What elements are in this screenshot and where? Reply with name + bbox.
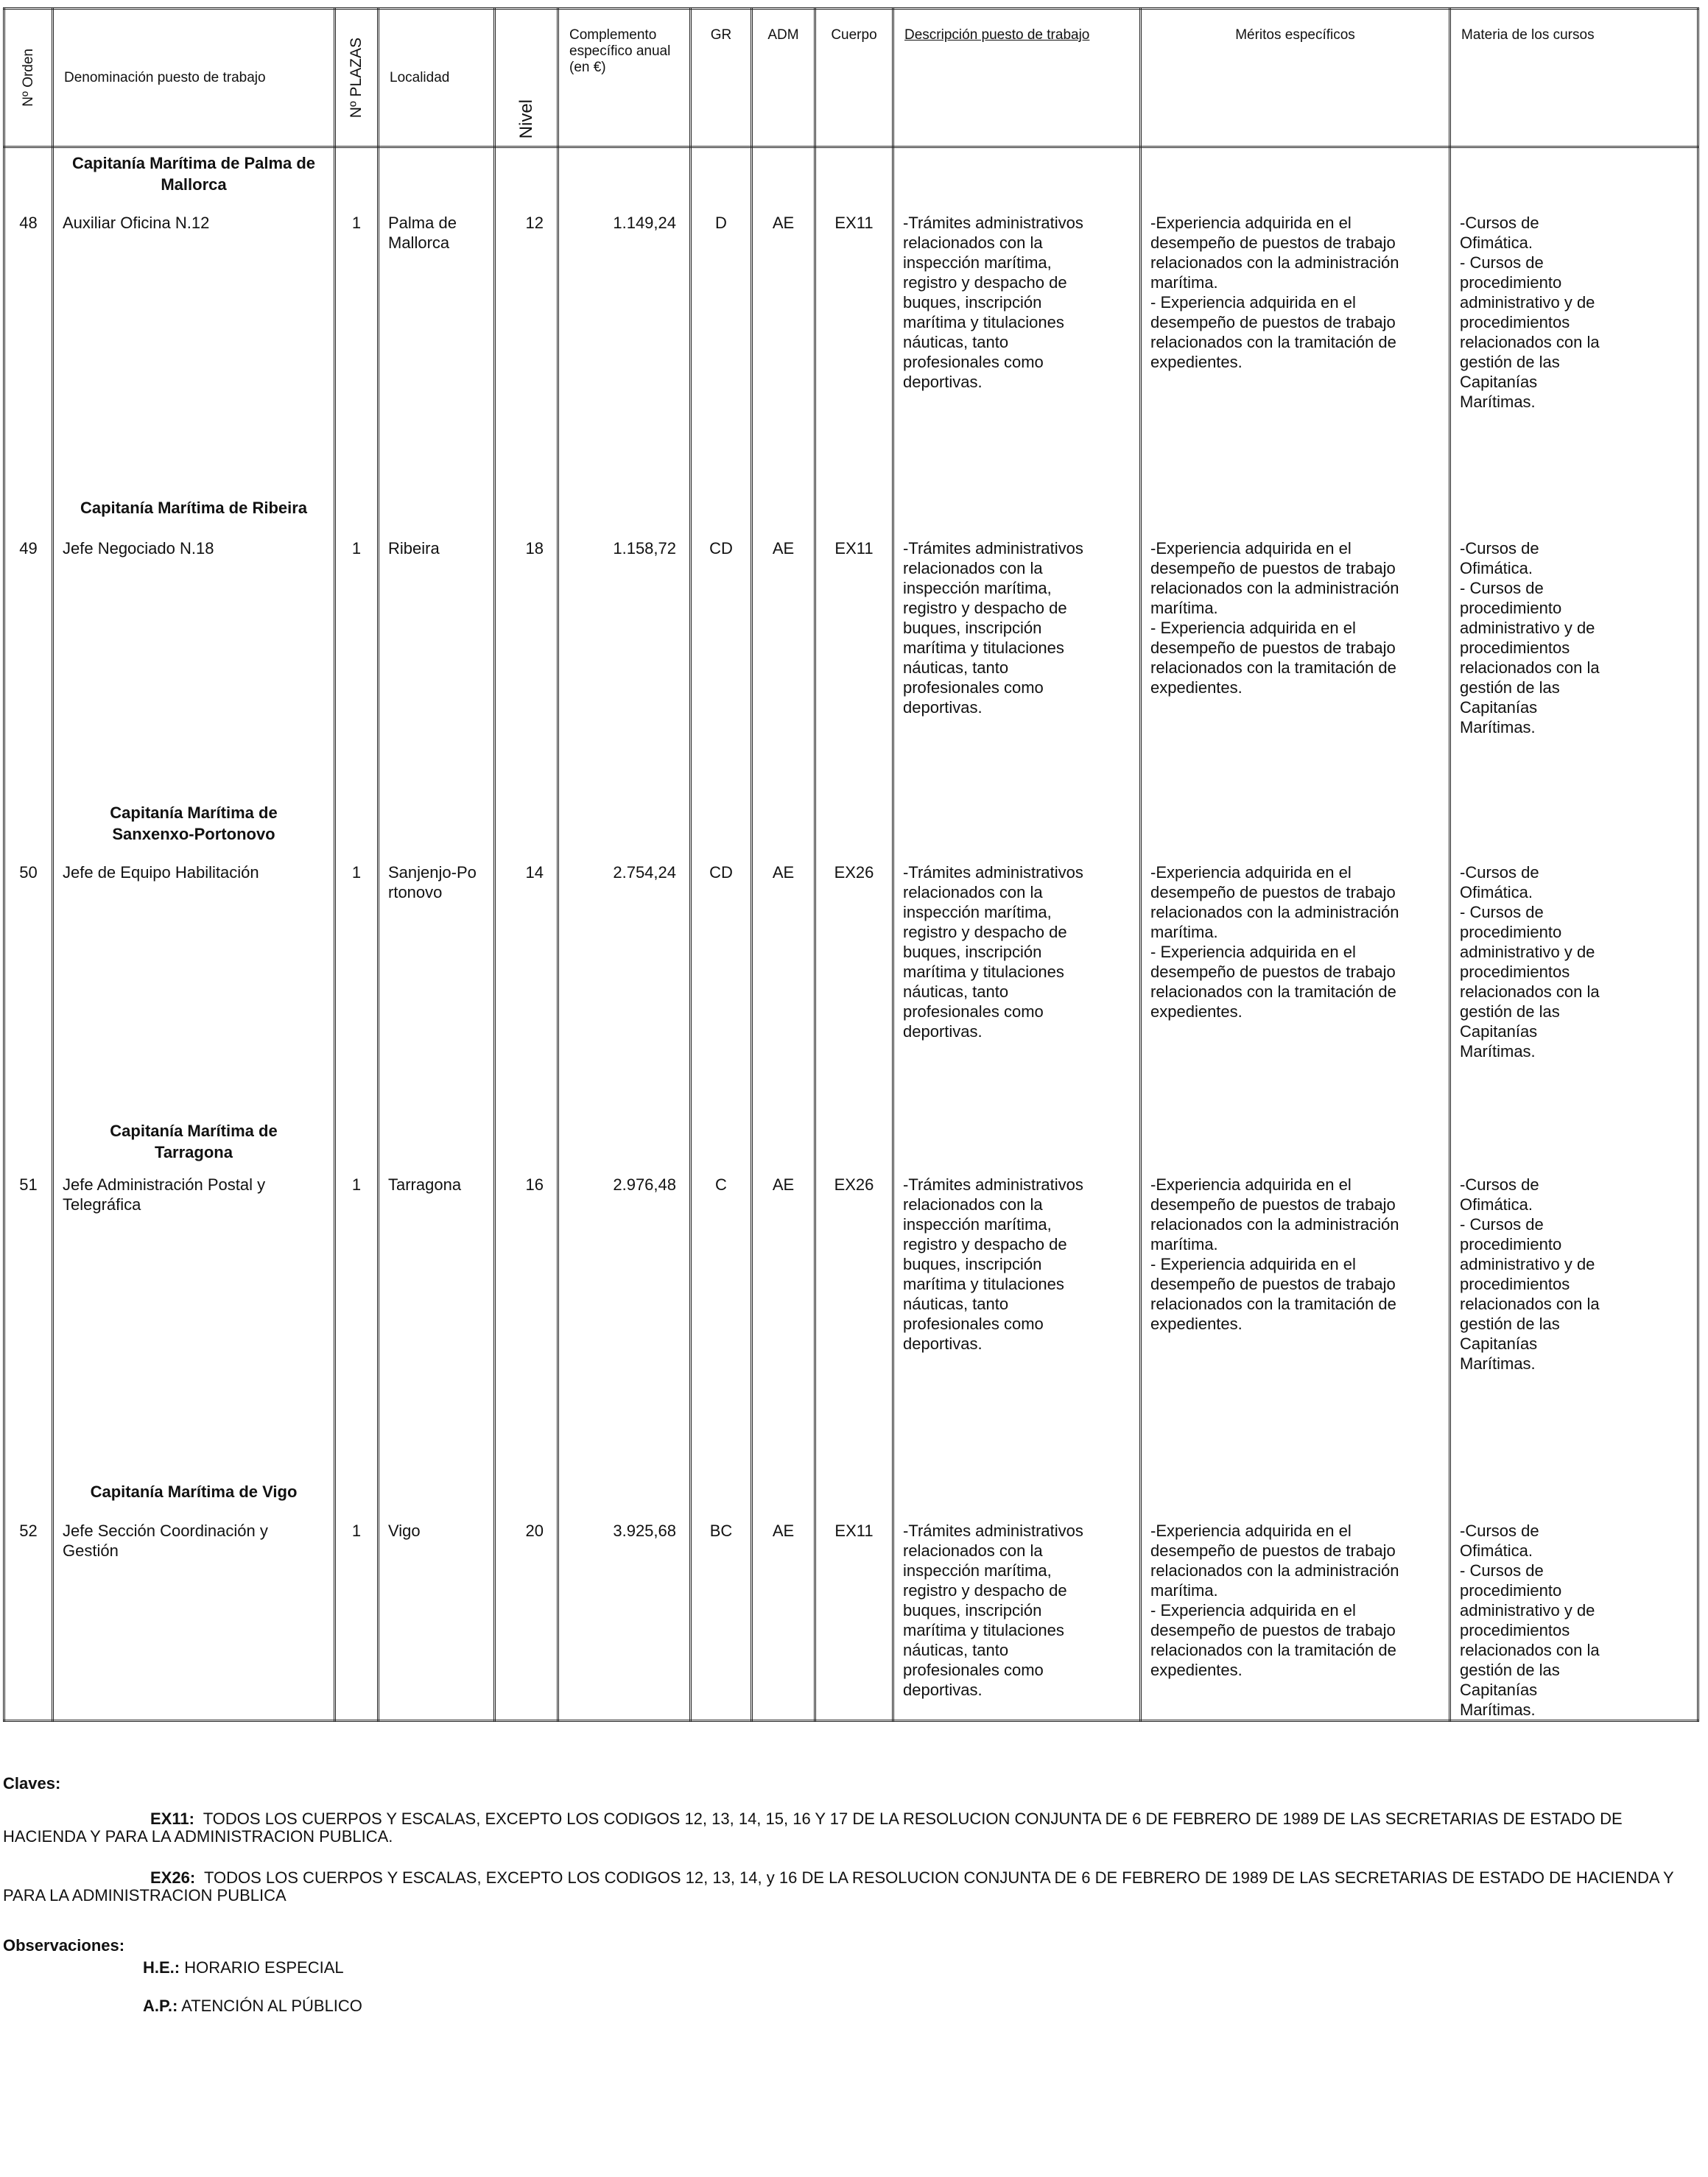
complemento-52: 3.925,68 xyxy=(613,1522,676,1540)
complemento-51: 2.976,48 xyxy=(613,1175,676,1194)
cuerpo-column xyxy=(815,147,893,1721)
localidad-48: Palma de Mallorca xyxy=(388,214,457,252)
cuerpo-header-text: Cuerpo xyxy=(831,27,877,43)
puestos-table xyxy=(3,7,1699,1722)
clave-ex26 xyxy=(3,1869,1704,1905)
adm-52: AE xyxy=(772,1522,795,1540)
col-header-plazas xyxy=(335,9,379,147)
col-header-complemento xyxy=(558,9,691,147)
claves-title: Claves: xyxy=(3,1774,61,1793)
orden-51: 51 xyxy=(19,1175,38,1194)
clave-ex26-code: EX26: xyxy=(150,1868,196,1887)
col-header-gr xyxy=(691,9,752,147)
denominacion-52: Jefe Sección Coordinación y Gestión xyxy=(63,1522,268,1560)
observacion-he-code: H.E.: xyxy=(143,1958,180,1977)
orden-52: 52 xyxy=(19,1522,38,1540)
nivel-50: 14 xyxy=(525,863,544,882)
meritos-48: -Experiencia adquirida en el desempeño de puestos de trabajo relacionados con la administración marítima. - Experiencia adquirida en el desempeño de puestos de trabajo relacionados con la tramitación de expedientes. xyxy=(1150,214,1399,371)
descripcion-51: -Trámites administrativos relacionados con la inspección marítima, registro y despacho de buques, inscripción marítima y titulaciones náuticas, tanto profesionales como deportivas. xyxy=(903,1175,1083,1353)
table-body-row xyxy=(4,147,1698,1721)
localidad-49: Ribeira xyxy=(388,539,440,558)
gr-52: BC xyxy=(709,1522,733,1540)
col-header-descripcion xyxy=(893,9,1141,147)
gr-49: CD xyxy=(709,539,733,558)
observacion-ap xyxy=(143,1997,362,2015)
observacion-he-text: HORARIO ESPECIAL xyxy=(184,1958,344,1977)
col-header-denominacion xyxy=(53,9,335,147)
localidad-52: Vigo xyxy=(388,1522,421,1540)
materia-header-text: Materia de los cursos xyxy=(1461,27,1595,43)
orden-50: 50 xyxy=(19,863,38,882)
orden-column xyxy=(4,147,53,1721)
nivel-header-text: Nivel xyxy=(516,99,536,138)
denominacion-49: Jefe Negociado N.18 xyxy=(63,539,214,558)
complemento-49: 1.158,72 xyxy=(613,539,676,558)
cuerpo-51: EX26 xyxy=(834,1175,874,1194)
adm-48: AE xyxy=(772,214,795,232)
denominacion-column xyxy=(53,147,335,1721)
materia-48: -Cursos de Ofimática. - Cursos de procedimiento administrativo y de procedimientos relacionados con la gestión de las Capitanías Marítimas. xyxy=(1460,214,1600,411)
col-header-cuerpo xyxy=(815,9,893,147)
meritos-50: -Experiencia adquirida en el desempeño de puestos de trabajo relacionados con la administración marítima. - Experiencia adquirida en el desempeño de puestos de trabajo relacionados con la tramitación de expedientes. xyxy=(1150,863,1399,1021)
plazas-header-text: Nº PLAZAS xyxy=(348,37,365,119)
clave-ex11-text: TODOS LOS CUERPOS Y ESCALAS, EXCEPTO LOS CODIGOS 12, 13, 14, 15, 16 Y 17 DE LA RESOLUCION CONJUNTA DE 6 DE FEBRERO DE 1989 DE LAS SECRETARIAS DE ESTADO DE HACIENDA Y PARA LA ADMINISTRACION PUBLICA. xyxy=(3,1810,1623,1846)
meritos-51: -Experiencia adquirida en el desempeño de puestos de trabajo relacionados con la administración marítima. - Experiencia adquirida en el desempeño de puestos de trabajo relacionados con la tramitación de expedientes. xyxy=(1150,1175,1399,1333)
meritos-52: -Experiencia adquirida en el desempeño de puestos de trabajo relacionados con la administración marítima. - Experiencia adquirida en el desempeño de puestos de trabajo relacionados con la tramitación de expedientes. xyxy=(1150,1522,1399,1679)
group-title-vigo: Capitanía Marítima de Vigo xyxy=(90,1483,298,1501)
plazas-50: 1 xyxy=(351,863,362,882)
materia-52: -Cursos de Ofimática. - Cursos de procedimiento administrativo y de procedimientos relacionados con la gestión de las Capitanías Marítimas. xyxy=(1460,1522,1600,1719)
cuerpo-52: EX11 xyxy=(834,1522,874,1540)
nivel-51: 16 xyxy=(525,1175,544,1194)
gr-50: CD xyxy=(709,863,733,882)
adm-49: AE xyxy=(772,539,795,558)
localidad-50: Sanjenjo-Portonovo xyxy=(388,863,477,901)
nivel-49: 18 xyxy=(525,539,544,558)
observacion-ap-text: ATENCIÓN AL PÚBLICO xyxy=(181,1997,362,2015)
orden-48: 48 xyxy=(19,214,38,232)
descripcion-50: -Trámites administrativos relacionados con la inspección marítima, registro y despacho de buques, inscripción marítima y titulaciones náuticas, tanto profesionales como deportivas. xyxy=(903,863,1083,1041)
clave-ex11-code: EX11: xyxy=(150,1810,194,1828)
gr-column xyxy=(691,147,752,1721)
localidad-51: Tarragona xyxy=(388,1175,462,1194)
descripcion-header-text: Descripción puesto de trabajo xyxy=(904,27,1090,43)
materia-50: -Cursos de Ofimática. - Cursos de procedimiento administrativo y de procedimientos relacionados con la gestión de las Capitanías Marítimas. xyxy=(1460,863,1600,1061)
col-header-adm xyxy=(752,9,815,147)
group-title-ribeira: Capitanía Marítima de Ribeira xyxy=(80,499,308,517)
descripcion-49: -Trámites administrativos relacionados con la inspección marítima, registro y despacho de buques, inscripción marítima y titulaciones náuticas, tanto profesionales como deportivas. xyxy=(903,539,1083,717)
denominacion-50: Jefe de Equipo Habilitación xyxy=(63,863,259,882)
adm-header-text: ADM xyxy=(767,27,799,43)
group-title-tarragona: Capitanía Marítima de Tarragona xyxy=(110,1122,278,1161)
col-header-nivel xyxy=(495,9,558,147)
adm-column xyxy=(752,147,815,1721)
clave-ex11 xyxy=(3,1810,1697,1846)
clave-ex26-text: TODOS LOS CUERPOS Y ESCALAS, EXCEPTO LOS CODIGOS 12, 13, 14, y 16 DE LA RESOLUCION CONJUNTA DE 6 DE FEBRERO DE 1989 DE LAS SECRETARIAS DE ESTADO DE HACIENDA Y PARA LA ADMINISTRACION PUBLICA xyxy=(3,1868,1674,1905)
complemento-column xyxy=(558,147,691,1721)
col-header-localidad xyxy=(379,9,495,147)
cuerpo-49: EX11 xyxy=(834,539,874,558)
complemento-48: 1.149,24 xyxy=(613,214,676,232)
meritos-49: -Experiencia adquirida en el desempeño de puestos de trabajo relacionados con la administración marítima. - Experiencia adquirida en el desempeño de puestos de trabajo relacionados con la tramitación de expedientes. xyxy=(1150,539,1399,697)
materia-column xyxy=(1450,147,1698,1721)
descripcion-52: -Trámites administrativos relacionados con la inspección marítima, registro y despacho de buques, inscripción marítima y titulaciones náuticas, tanto profesionales como deportivas. xyxy=(903,1522,1083,1699)
gr-51: C xyxy=(715,1175,727,1194)
plazas-52: 1 xyxy=(351,1522,362,1540)
nivel-column xyxy=(495,147,558,1721)
group-title-sanxenxo: Capitanía Marítima de Sanxenxo-Portonovo xyxy=(110,803,278,843)
cuerpo-48: EX11 xyxy=(834,214,874,232)
orden-49: 49 xyxy=(19,539,38,558)
complemento-header-text: Complemento específico anual (en €) xyxy=(569,27,671,75)
cuerpo-50: EX26 xyxy=(834,863,874,882)
denominacion-51: Jefe Administración Postal y Telegráfica xyxy=(63,1175,266,1214)
descripcion-48: -Trámites administrativos relacionados con la inspección marítima, registro y despacho de buques, inscripción marítima y titulaciones náuticas, tanto profesionales como deportivas. xyxy=(903,214,1083,391)
gr-header-text: GR xyxy=(710,27,732,43)
gr-48: D xyxy=(715,214,727,232)
nivel-52: 20 xyxy=(525,1522,544,1540)
denominacion-48: Auxiliar Oficina N.12 xyxy=(63,214,210,232)
meritos-column xyxy=(1141,147,1450,1721)
materia-49: -Cursos de Ofimática. - Cursos de procedimiento administrativo y de procedimientos relacionados con la gestión de las Capitanías Marítimas. xyxy=(1460,539,1600,736)
plazas-column xyxy=(335,147,379,1721)
header-row xyxy=(4,9,1698,147)
descripcion-column xyxy=(893,147,1141,1721)
adm-51: AE xyxy=(772,1175,795,1194)
col-header-meritos xyxy=(1141,9,1450,147)
col-header-materia xyxy=(1450,9,1698,147)
denominacion-header-text: Denominación puesto de trabajo xyxy=(64,69,266,85)
observacion-ap-code: A.P.: xyxy=(143,1997,178,2015)
observaciones-title: Observaciones: xyxy=(3,1936,125,1955)
col-header-orden xyxy=(4,9,53,147)
complemento-50: 2.754,24 xyxy=(613,863,676,882)
adm-50: AE xyxy=(772,863,795,882)
group-title-palma: Capitanía Marítima de Palma de Mallorca xyxy=(71,154,316,194)
nivel-48: 12 xyxy=(525,214,544,232)
observacion-he xyxy=(143,1959,344,1977)
localidad-column xyxy=(379,147,495,1721)
orden-header-text: Nº Orden xyxy=(20,49,36,107)
plazas-49: 1 xyxy=(351,539,362,558)
plazas-48: 1 xyxy=(351,214,362,232)
plazas-51: 1 xyxy=(351,1175,362,1194)
meritos-header-text: Méritos específicos xyxy=(1235,27,1355,43)
localidad-header-text: Localidad xyxy=(390,69,450,85)
materia-51: -Cursos de Ofimática. - Cursos de procedimiento administrativo y de procedimientos relacionados con la gestión de las Capitanías Marítimas. xyxy=(1460,1175,1600,1373)
